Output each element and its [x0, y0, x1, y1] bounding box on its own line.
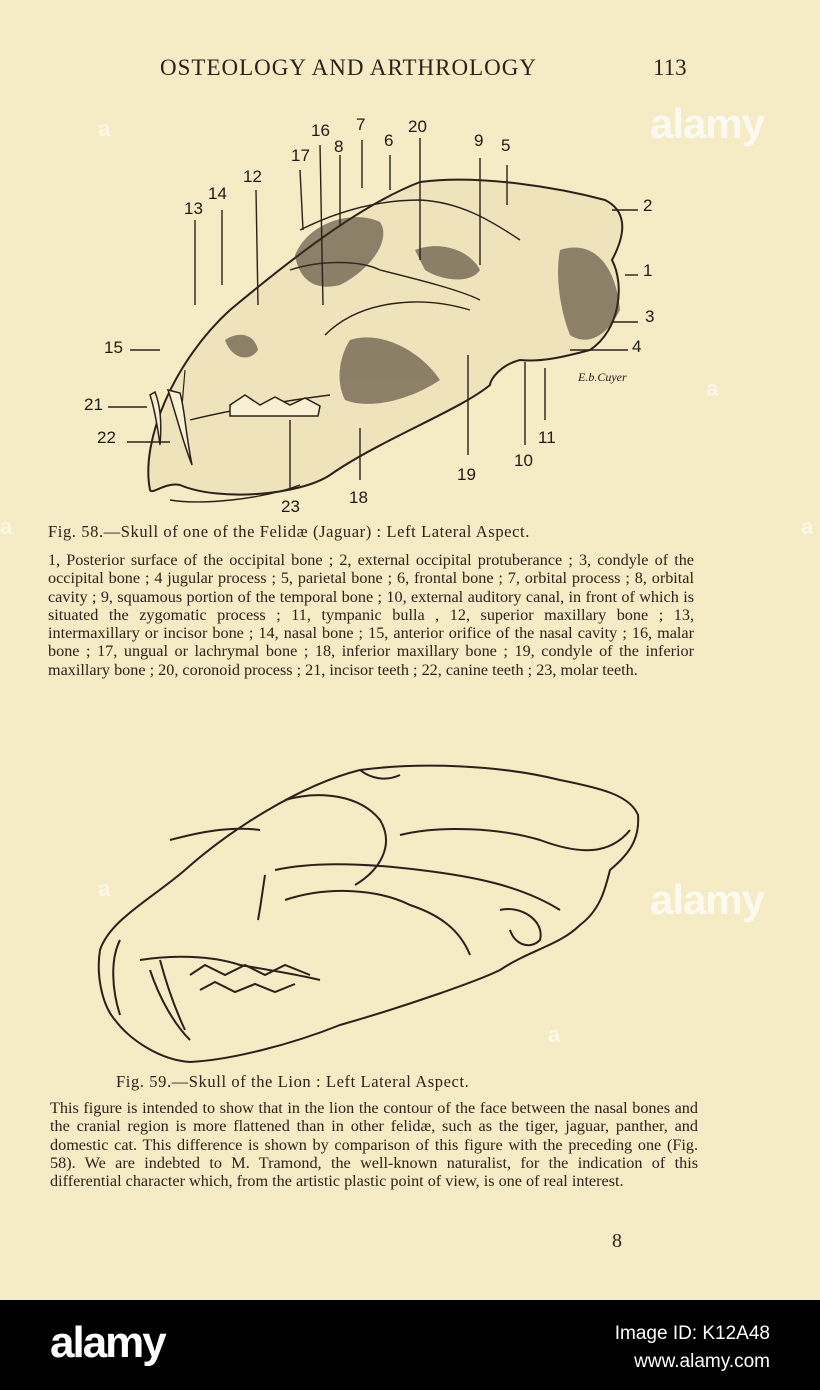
watermark-mark: a — [98, 876, 111, 901]
fig58-label: 13 — [184, 199, 203, 218]
watermark-logo: alamy — [650, 876, 765, 923]
fig58-label: 9 — [474, 131, 484, 150]
alamy-logo: alamy — [50, 1318, 165, 1367]
fig58-label: 17 — [291, 146, 310, 165]
artist-signature: E.b.Cuyer — [578, 370, 627, 384]
fig58-label: 11 — [538, 428, 556, 447]
fig59-caption: Fig. 59.—Skull of the Lion : Left Lateral Aspect. — [116, 1072, 470, 1091]
fig58-label: 18 — [349, 488, 368, 507]
fig58-label: 6 — [384, 131, 394, 150]
body-paragraph: This figure is intended to show that in the lion the contour of the face between the nasal bones and the cranial region is more flattened than in other felidæ, such as the tiger, jaguar, panther, and domestic cat. This difference is shown by comparison of this figure with the preceding one (Fig. 58). We are indebted to M. Tramond, the well-known naturalist, for the indication of this differential character which, from the artistic plastic point of view, is one of real interest. — [50, 1099, 698, 1191]
lion-skull-outline — [0, 760, 820, 1070]
fig58-label: 5 — [501, 136, 511, 155]
watermark-mark: a — [98, 116, 111, 141]
fig58-label: 10 — [514, 451, 533, 470]
fig58-label: 15 — [104, 338, 123, 357]
fig58-label: 22 — [97, 428, 116, 447]
watermark-mark: a — [548, 1022, 561, 1047]
fig58-label: 7 — [356, 115, 366, 134]
fig58-label: 20 — [408, 117, 427, 136]
fig58-label: 23 — [281, 497, 300, 516]
banner-info — [615, 1320, 770, 1376]
image-id: Image ID: K12A48 — [614, 1323, 770, 1344]
fig58-label: 4 — [632, 337, 642, 356]
fig58-label: 2 — [643, 196, 653, 215]
watermark-mark: a — [0, 514, 13, 539]
watermark-logo: alamy — [650, 100, 765, 147]
fig58-label: 8 — [334, 137, 344, 156]
signature-mark: 8 — [612, 1230, 622, 1252]
fig58-label: 14 — [208, 184, 227, 203]
fig58-label: 16 — [311, 121, 330, 140]
fig58-label: 19 — [457, 465, 476, 484]
fig58-legend: 1, Posterior surface of the occipital bone ; 2, external occipital protuberance ; 3, condyle of the occipital bone ; 4 jugular process ; 5, parietal bone ; 6, frontal bone ; 7, orbital process ; 8, orbital cavity ; 9, squamous portion of the temporal bone ; 10, external auditory canal, in front of which is situated the zygomatic process ; 11, tympanic bulla , 12, superior maxillary bone ; 13, intermaxillary or incisor bone ; 14, nasal bone ; 15, anterior orifice of the nasal cavity ; 16, malar bone ; 17, ungual or lachrymal bone ; 18, inferior maxillary bone ; 19, condyle of the inferior maxillary bone ; 20, coronoid process ; 21, incisor teeth ; 22, canine teeth ; 23, molar teeth. — [48, 551, 694, 679]
jaguar-skull-illustration — [0, 110, 820, 520]
fig58-label: 12 — [243, 167, 262, 186]
site-url: www.alamy.com — [634, 1351, 770, 1372]
fig58-label: 3 — [645, 307, 655, 326]
running-title: OSTEOLOGY AND ARTHROLOGY — [160, 55, 537, 80]
watermark-mark: a — [801, 514, 814, 539]
page-number: 113 — [653, 55, 687, 80]
watermark-mark: a — [706, 376, 719, 401]
fig58-caption: Fig. 58.—Skull of one of the Felidæ (Jaguar) : Left Lateral Aspect. — [48, 522, 530, 541]
stock-banner — [0, 1300, 820, 1390]
fig58-label: 21 — [84, 395, 103, 414]
fig58-label: 1 — [643, 261, 653, 280]
